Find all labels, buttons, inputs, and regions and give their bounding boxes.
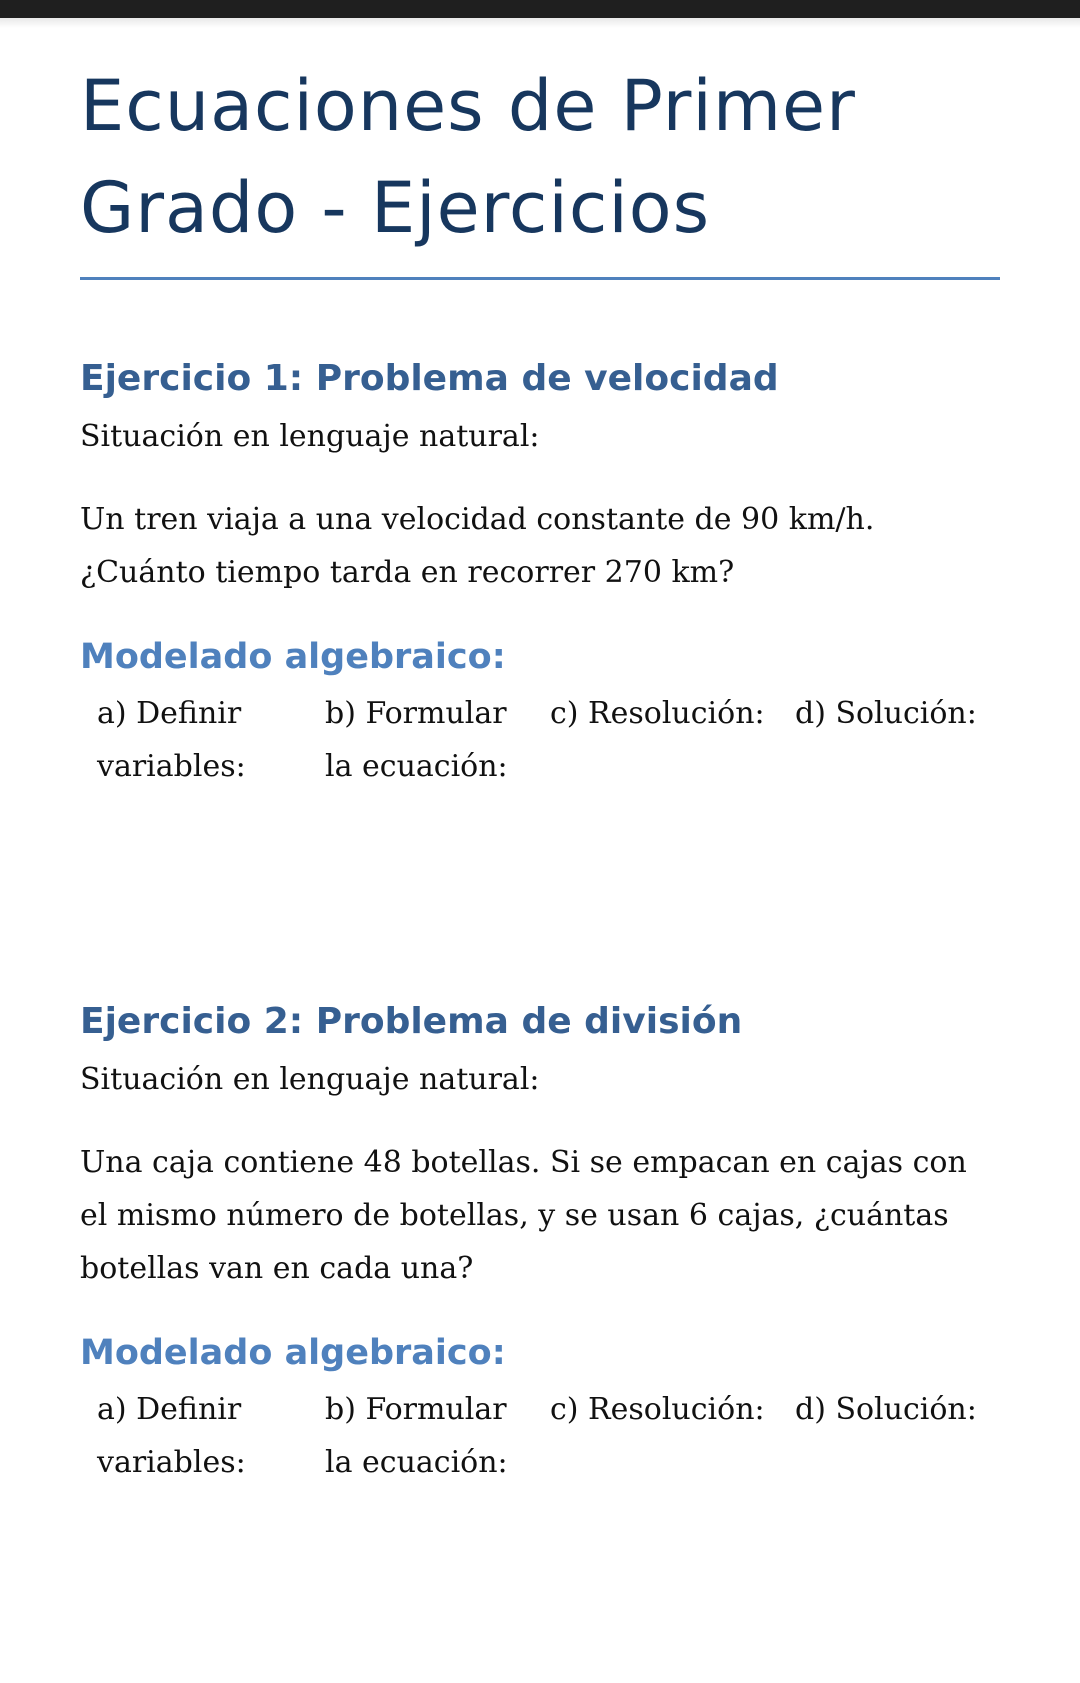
exercise-2-step-solution: d) Solución:	[795, 1392, 977, 1427]
exercise-1-situation-label: Situación en lenguaje natural:	[80, 419, 540, 454]
exercise-2-step-formulate-equation: b) Formular la ecuación:	[325, 1392, 508, 1480]
title-underline	[80, 277, 1000, 280]
exercise-2-heading: Ejercicio 2: Problema de división	[80, 1001, 743, 1042]
exercise-1-steps	[80, 687, 1000, 797]
exercise-1-step-define-variables: a) Definir variables:	[97, 696, 246, 784]
exercise-2-steps	[80, 1383, 1000, 1493]
exercise-1-step-solution: d) Solución:	[795, 696, 977, 731]
document-title-line-2: Grado - Ejercicios	[80, 167, 711, 249]
top-bar-shadow	[0, 18, 1080, 28]
exercise-2-model-heading: Modelado algebraico:	[80, 1333, 506, 1373]
exercise-2-situation-label: Situación en lenguaje natural:	[80, 1062, 540, 1097]
exercise-1	[80, 355, 1000, 797]
exercise-2-problem-text: Una caja contiene 48 botellas. Si se empacan en cajas con el mismo número de botellas, y se usan 6 cajas, ¿cuántas botellas van en cada una?	[80, 1145, 967, 1286]
exercise-1-step-formulate-equation: b) Formular la ecuación:	[325, 696, 508, 784]
exercise-2-step-define-variables: a) Definir variables:	[97, 1392, 246, 1480]
exercise-2	[80, 998, 1000, 1493]
document-title	[80, 55, 1000, 259]
document-page	[80, 55, 1000, 1480]
exercise-2-step-resolution: c) Resolución:	[550, 1392, 765, 1427]
exercise-1-heading: Ejercicio 1: Problema de velocidad	[80, 358, 779, 399]
exercise-1-step-resolution: c) Resolución:	[550, 696, 765, 731]
document-title-line-1: Ecuaciones de Primer	[80, 65, 856, 147]
top-status-bar	[0, 0, 1080, 18]
exercise-1-model-heading: Modelado algebraico:	[80, 637, 506, 677]
exercise-1-problem-text: Un tren viaja a una velocidad constante de 90 km/h. ¿Cuánto tiempo tarda en recorrer 270 km?	[80, 502, 875, 590]
